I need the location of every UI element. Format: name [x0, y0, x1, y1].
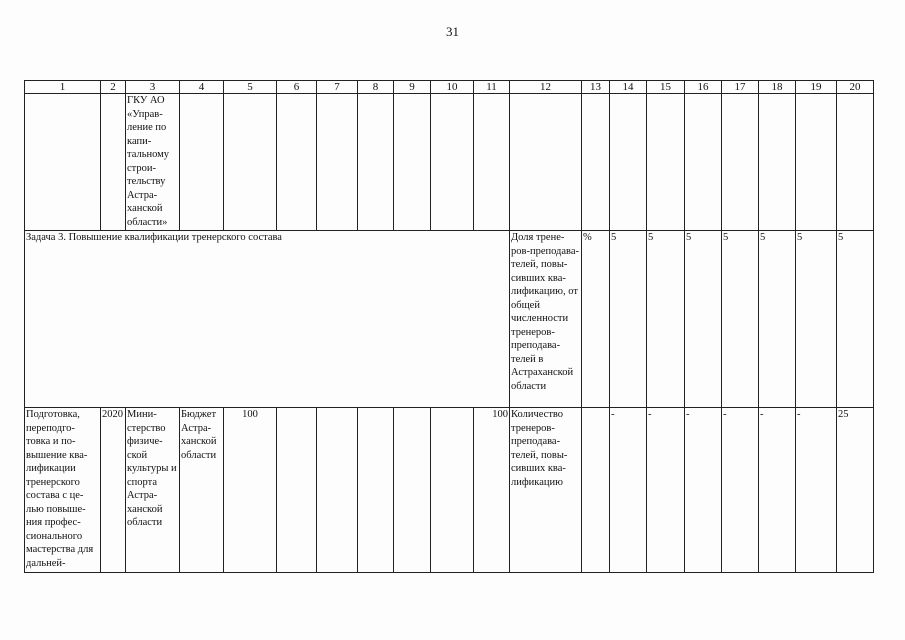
table-cell	[582, 94, 610, 231]
table-cell	[317, 408, 358, 573]
dash-cell: -	[759, 408, 796, 573]
executor-cell: ГКУ АО «Управ-ление по капи-тальному строи-тельству Астра-ханской области»	[126, 94, 180, 231]
task-title-cell: Задача 3. Повышение квалификации тренерского состава	[25, 231, 510, 408]
page-number: 31	[446, 24, 459, 39]
executor-cell: Мини-стерство физиче-ской культуры и спорта Астра-ханской области	[126, 408, 180, 573]
col-header: 20	[837, 81, 874, 94]
col-header: 18	[759, 81, 796, 94]
table-cell	[101, 94, 126, 231]
program-table	[24, 80, 874, 573]
amount-cell: 100	[474, 408, 510, 573]
col-header: 3	[126, 81, 180, 94]
col-header: 17	[722, 81, 759, 94]
table-cell	[582, 408, 610, 573]
col-header: 7	[317, 81, 358, 94]
col-header: 11	[474, 81, 510, 94]
table-cell	[277, 408, 317, 573]
table-cell	[277, 94, 317, 231]
col-header: 6	[277, 81, 317, 94]
col-header: 10	[431, 81, 474, 94]
col-header: 4	[180, 81, 224, 94]
dash-cell: -	[722, 408, 759, 573]
value-cell: 5	[647, 231, 685, 408]
col-header: 15	[647, 81, 685, 94]
unit-cell: %	[582, 231, 610, 408]
value-cell: 5	[722, 231, 759, 408]
table-cell	[837, 94, 874, 231]
header-row	[25, 81, 874, 94]
table-cell	[358, 408, 394, 573]
value-cell: 5	[837, 231, 874, 408]
dash-cell: -	[610, 408, 647, 573]
col-header: 9	[394, 81, 431, 94]
indicator-cell: Доля трене-ров-преподава-телей, повы-сивших ква-лификацию, от общей численности тренеров-преподава-телей в Астраханской области	[510, 231, 582, 408]
indicator-cell: Количество тренеров-преподава-телей, повы-сивших ква-лификацию	[510, 408, 582, 573]
col-header: 8	[358, 81, 394, 94]
table-cell	[317, 94, 358, 231]
table-cell	[759, 94, 796, 231]
value-cell: 5	[796, 231, 837, 408]
total-cell: 100	[224, 408, 277, 573]
col-header: 13	[582, 81, 610, 94]
col-header: 2	[101, 81, 126, 94]
value-cell: 5	[685, 231, 722, 408]
table-cell	[510, 94, 582, 231]
year-cell: 2020	[101, 408, 126, 573]
table-cell	[431, 94, 474, 231]
table-cell	[474, 94, 510, 231]
col-header: 1	[25, 81, 101, 94]
table-cell	[685, 94, 722, 231]
table-cell	[224, 94, 277, 231]
table-cell	[431, 408, 474, 573]
event-cell: Подготовка, переподго-товка и по-вышение ква-лификации тренерского состава с це-лью повыше-ния профес-сионального мастерства для дальней-	[25, 408, 101, 573]
dash-cell: -	[685, 408, 722, 573]
col-header: 5	[224, 81, 277, 94]
table-cell	[647, 94, 685, 231]
dash-cell: -	[796, 408, 837, 573]
value-cell: 25	[837, 408, 874, 573]
table-cell	[610, 94, 647, 231]
source-cell: Бюджет Астра-ханской области	[180, 408, 224, 573]
col-header: 19	[796, 81, 837, 94]
table-row-executor	[25, 94, 874, 231]
table-cell	[722, 94, 759, 231]
table-cell	[358, 94, 394, 231]
table-cell	[394, 408, 431, 573]
table-cell	[25, 94, 101, 231]
value-cell: 5	[759, 231, 796, 408]
col-header: 12	[510, 81, 582, 94]
table-row-task	[25, 231, 874, 408]
value-cell: 5	[610, 231, 647, 408]
table-cell	[180, 94, 224, 231]
dash-cell: -	[647, 408, 685, 573]
col-header: 14	[610, 81, 647, 94]
table-cell	[394, 94, 431, 231]
col-header: 16	[685, 81, 722, 94]
table-row-event	[25, 408, 874, 573]
table-cell	[796, 94, 837, 231]
